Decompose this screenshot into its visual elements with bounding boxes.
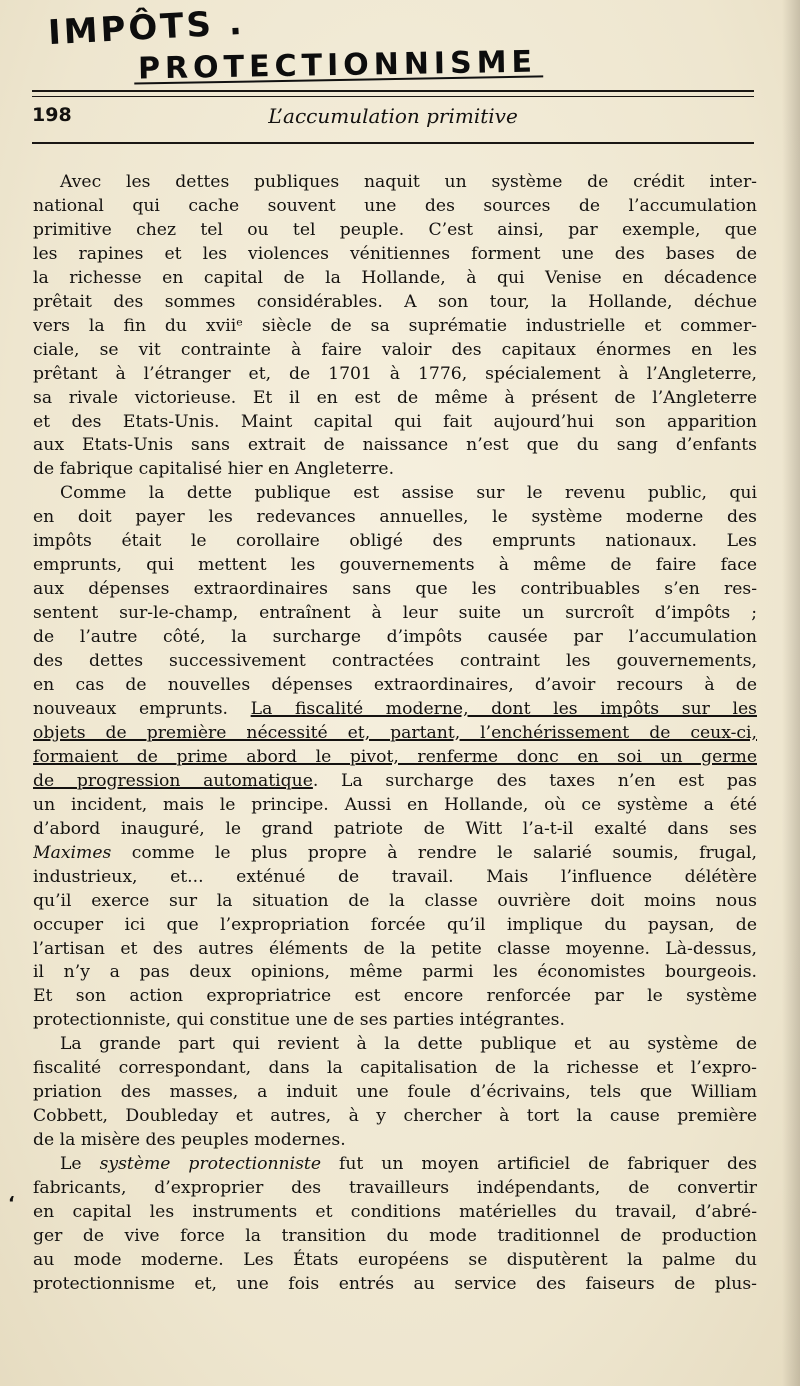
- text-line: [33, 1009, 757, 1033]
- text-line: [33, 482, 757, 506]
- text-run: au mode moderne. Les États européens se disputèrent la palme du: [33, 1249, 757, 1270]
- text-run: fabricants, d’exproprier des travailleurs indépendants, de convertir: [33, 1178, 757, 1199]
- page-number: 198: [32, 104, 72, 126]
- text-line: [33, 506, 757, 530]
- text-run: priation des masses, a induit une foule d’écrivains, tels que William: [33, 1082, 757, 1103]
- text-line: [33, 626, 757, 650]
- text-line: [33, 985, 757, 1009]
- text-line: [33, 171, 757, 195]
- text-line: [33, 1153, 757, 1177]
- text-run: primitive chez tel ou tel peuple. C’est ainsi, par exemple, que: [33, 219, 757, 240]
- body-text: [33, 171, 757, 1297]
- text-run: il n’y a pas deux opinions, même parmi les économistes bourgeois.: [33, 962, 757, 983]
- text-line: [33, 219, 757, 243]
- underlined-text: formaient de prime abord le pivot, renferme donc en soi un germe: [33, 746, 757, 767]
- text-run: national qui cache souvent une des sources de l’accumulation: [33, 195, 757, 216]
- text-line: [33, 530, 757, 554]
- text-run: impôts était le corollaire obligé des emprunts nationaux. Les: [33, 531, 757, 552]
- text-run: comme le plus propre à rendre le salarié soumis, frugal,: [111, 842, 757, 863]
- text-run: de la misère des peuples modernes.: [33, 1130, 346, 1151]
- text-line: [33, 1201, 757, 1225]
- text-run: protectionnisme et, une fois entrés au service des faiseurs de plus-: [33, 1273, 757, 1294]
- text-line: [33, 890, 757, 914]
- text-line: [33, 411, 757, 435]
- text-line: [33, 1033, 757, 1057]
- text-run: de l’autre côté, la surcharge d’impôts causée par l’accumulation: [33, 627, 757, 648]
- text-line: [33, 961, 757, 985]
- text-run: de fabrique capitalisé hier en Angleterre.: [33, 459, 395, 480]
- text-run: occuper ici que l’expropriation forcée qu’il implique du paysan, de: [33, 914, 757, 935]
- text-line: [33, 722, 757, 746]
- text-line: [33, 267, 757, 291]
- text-line: [33, 602, 757, 626]
- text-run: aux dépenses extraordinaires sans que les contribuables s’en res-: [33, 579, 757, 600]
- text-line: [33, 554, 757, 578]
- text-run: emprunts, qui mettent les gouvernements à même de faire face: [33, 555, 757, 576]
- header-rule-top-thin: [32, 96, 754, 97]
- underlined-text: de progression automatique: [33, 770, 313, 791]
- text-line: [33, 1105, 757, 1129]
- text-run: prêtait des sommes considérables. A son tour, la Hollande, déchue: [33, 291, 757, 312]
- text-line: [33, 434, 757, 458]
- text-run: et des Etats-Unis. Maint capital qui fait aujourd’hui son apparition: [33, 411, 757, 432]
- text-line: [33, 1177, 757, 1201]
- text-run: protectionniste, qui constitue une de ses parties intégrantes.: [33, 1010, 565, 1031]
- text-line: [33, 578, 757, 602]
- underlined-text: objets de première nécessité et, partant, l’enchérissement de ceux-ci,: [33, 722, 757, 743]
- text-run: Cobbett, Doubleday et autres, à y chercher à tort la cause première: [33, 1106, 757, 1127]
- text-line: [33, 1057, 757, 1081]
- text-run: Comme la dette publique est assise sur le revenu public, qui: [60, 483, 757, 504]
- text-run: nouveaux emprunts.: [33, 698, 251, 719]
- text-run: ciale, se vit contrainte à faire valoir des capitaux énormes en les: [33, 339, 757, 360]
- text-run: des dettes successivement contractées contraint les gouvernements,: [33, 651, 757, 672]
- text-line: [33, 458, 757, 482]
- text-run: . La surcharge des taxes n’en est pas: [312, 770, 757, 791]
- text-line: [33, 363, 757, 387]
- text-line: [33, 1225, 757, 1249]
- running-header: [32, 104, 754, 136]
- text-run: fut un moyen artificiel de fabriquer des: [321, 1154, 757, 1175]
- italic-text: Maximes: [33, 842, 112, 863]
- text-run: sa rivale victorieuse. Et il en est de même à présent de l’Angleterre: [33, 387, 757, 408]
- text-run: les rapines et les violences vénitiennes forment une des bases de: [33, 243, 757, 264]
- text-run: un incident, mais le principe. Aussi en Hollande, où ce système a été: [33, 794, 757, 815]
- text-line: [33, 674, 757, 698]
- text-line: [33, 339, 757, 363]
- text-line: [33, 770, 757, 794]
- page-edge-shadow: [782, 0, 800, 1386]
- margin-mark: ‘: [8, 1193, 15, 1214]
- running-title: L’accumulation primitive: [268, 104, 518, 128]
- text-run: qu’il exerce sur la situation de la classe ouvrière doit moins nous: [33, 890, 757, 911]
- text-line: [33, 794, 757, 818]
- text-line: [33, 842, 757, 866]
- underlined-text: La fiscalité moderne, dont les impôts sur les: [250, 698, 757, 719]
- text-line: [33, 938, 757, 962]
- text-run: fiscalité correspondant, dans la capitalisation de la richesse et l’expro-: [33, 1058, 757, 1079]
- header-rule-top: [32, 90, 754, 92]
- text-run: l’artisan et des autres éléments de la petite classe moyenne. Là-dessus,: [33, 938, 757, 959]
- text-run: industrieux, et... exténué de travail. Mais l’influence délétère: [33, 866, 757, 887]
- text-run: Avec les dettes publiques naquit un système de crédit inter-: [60, 172, 757, 192]
- handwritten-annotation-protectionnisme: PROTECTIONNISME: [137, 44, 538, 87]
- text-run: aux Etats-Unis sans extrait de naissance n’est que du sang d’enfants: [33, 435, 757, 456]
- text-run: Et son action expropriatrice est encore renforcée par le système: [33, 986, 757, 1007]
- text-line: [33, 818, 757, 842]
- text-line: [33, 650, 757, 674]
- text-line: [33, 1081, 757, 1105]
- text-line: [33, 387, 757, 411]
- text-line: [33, 195, 757, 219]
- text-line: [33, 698, 757, 722]
- text-run: prêtant à l’étranger et, de 1701 à 1776, spécialement à l’Angleterre,: [33, 363, 757, 384]
- text-line: [33, 866, 757, 890]
- text-run: en capital les instruments et conditions matérielles du travail, d’abré-: [33, 1201, 757, 1222]
- text-run: la richesse en capital de la Hollande, à qui Venise en décadence: [33, 267, 757, 288]
- text-run: en doit payer les redevances annuelles, le système moderne des: [33, 507, 757, 528]
- text-line: [33, 1129, 757, 1153]
- text-line: [33, 291, 757, 315]
- text-run: vers la fin du xviiᵉ siècle de sa suprématie industrielle et commer-: [33, 315, 757, 336]
- text-line: [33, 914, 757, 938]
- italic-text: système protectionniste: [99, 1154, 321, 1175]
- text-line: [33, 315, 757, 339]
- text-line: [33, 243, 757, 267]
- handwritten-annotation-impots: IMPÔTS .: [47, 2, 246, 54]
- text-line: [33, 746, 757, 770]
- text-run: ger de vive force la transition du mode traditionnel de production: [33, 1225, 757, 1246]
- text-run: d’abord inauguré, le grand patriote de Witt l’a-t-il exalté dans ses: [33, 818, 757, 839]
- header-rule-bottom: [32, 142, 754, 144]
- text-run: La grande part qui revient à la dette publique et au système de: [60, 1034, 757, 1055]
- text-line: [33, 1273, 757, 1297]
- text-run: en cas de nouvelles dépenses extraordinaires, d’avoir recours à de: [33, 675, 757, 696]
- text-line: [33, 1249, 757, 1273]
- text-run: Le: [60, 1154, 100, 1175]
- text-run: sentent sur-le-champ, entraînent à leur suite un surcroît d’impôts ;: [33, 603, 757, 624]
